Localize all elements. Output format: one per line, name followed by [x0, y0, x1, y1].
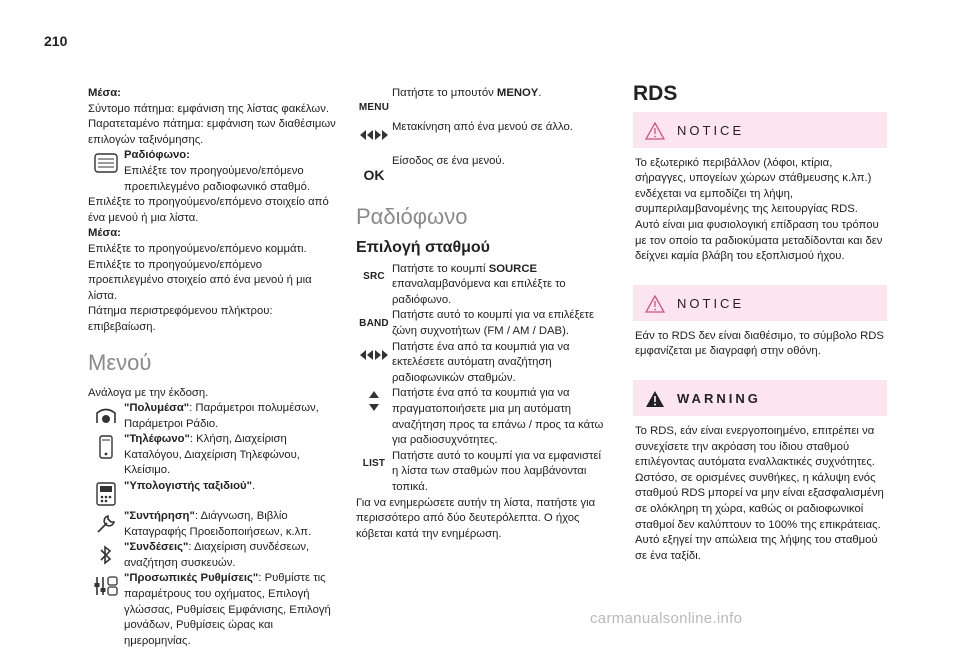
notice-heading-2: NOTICE [677, 295, 745, 311]
menu-item-phone [88, 432, 336, 479]
menu-press-pre: Πατήστε το μπουτόν [392, 87, 497, 99]
menu-item-phone-text: : Κλήση, Διαχείριση Καταλόγου, Διαχείριση Τηλεφώνου, Κλείσιμο. [124, 433, 300, 477]
notice-text-1: Το εξωτερικό περιβάλλον (λόφοι, κτίρια, σήραγγες, υπογείων χώρων στάθμευσης κ.λπ.) ενδέχεται να εμποδίζει τη λήψη, συμπεριλαμβανομένης της λειτουργίας RDS. Αυτό είναι μια φυσιολογική επίδραση του τρόπου με τον οποίο τα ραδιοκύματα μεταδίδονται και δεν δείχνει καμία βλάβη του εξοπλισμού ήχου. [633, 148, 887, 271]
radio-section-title: Ραδιόφωνο [356, 204, 468, 229]
band-row [356, 308, 608, 339]
seek-arrows-icon [356, 340, 392, 370]
ok-row [356, 154, 608, 184]
page-number: 210 [44, 33, 68, 49]
menu-item-maintenance-name: "Συντήρηση" [124, 510, 195, 523]
notice-icon [645, 122, 665, 140]
radio-line2: Επιλέξτε το προηγούμενο/επόμενο στοιχείο από ένα μενού ή μια λίστα. [88, 196, 329, 224]
ok-text: Είσοδος σε ένα μενού. [392, 155, 505, 167]
menu-item-connections-name: "Συνδέσεις" [124, 541, 189, 554]
nav-text: Μετακίνηση από ένα μενού σε άλλο. [392, 121, 573, 133]
menu-item-personal-settings [88, 571, 336, 649]
column-left [88, 86, 336, 649]
source-button-icon: SRC [363, 270, 385, 282]
left-right-arrows-icon [356, 120, 392, 150]
updown-text: Πατήστε ένα από τα κουμπιά για να πραγματοποιήσετε μια μη αυτόματη αναζήτηση προς τα επάνω / προς τα κάτω για ραδιοσυχνότητες. [392, 387, 604, 447]
rotary-control-icon [88, 148, 124, 178]
station-select-title: Επιλογή σταθμού [356, 239, 490, 256]
media-label: Μέσα: [88, 87, 121, 99]
updown-row [356, 386, 608, 448]
media-long-press: Παρατεταμένο πάτημα: εμφάνιση των διαθέσιμων επιλογών ταξινόμησης. [88, 118, 336, 146]
column-right [633, 82, 887, 584]
source-pre: Πατήστε το κουμπί [392, 262, 489, 275]
watermark: carmanualsonline.info [590, 610, 743, 627]
warning-icon [645, 390, 665, 408]
media2-line1: Επιλέξτε το προηγούμενο/επόμενο κομμάτι. [88, 242, 307, 255]
radio-row [88, 148, 336, 195]
seek-text: Πατήστε ένα από τα κουμπιά για να εκτελέσετε αυτόματη αναζήτηση ραδιοφωνικών σταθμών. [392, 340, 570, 384]
source-post: επαναλαμβανόμενα και επιλέξτε το ραδιόφωνο. [392, 278, 566, 306]
warning-heading: WARNING [677, 391, 761, 407]
list-note: Για να ενημερώσετε αυτήν τη λίστα, πατήστε για περισσότερο από δύο δευτερόλεπτα. Ο ήχος κόβεται κατά την ενημέρωση. [356, 496, 596, 540]
nav-row [356, 120, 608, 150]
notice-box-2 [633, 285, 887, 366]
menu-item-multimedia-text: : Παράμετροι πολυμέσων, Παράμετροι Ράδιο. [124, 402, 319, 430]
menu-button-icon: MENU [358, 102, 390, 114]
wrench-icon [88, 509, 124, 539]
source-bold: SOURCE [488, 262, 538, 275]
list-row [356, 449, 608, 496]
phone-icon [88, 432, 124, 462]
warning-text: Το RDS, εάν είναι ενεργοποιημένο, επιτρέπει να συνεχίσετε την ακρόαση του ίδιου σταθμού επιλέγοντας αυτόματα εναλλακτικές συχνότητες. Ωστόσο, σε ορισμένες συνθήκες, η κάλυψη ενός σταθμού RDS μπορεί να μην είναι εξασφαλισμένη σε ολόκληρη τη χώρα, καθώς οι ραδιοφωνικοί σταθμοί δεν καλύπτουν το 100% της επικράτειας. Αυτό εξηγεί την απώλεια της λήψης του σταθμού σε ένα ταξίδι. [633, 416, 887, 570]
settings-icon [88, 571, 124, 601]
menu-item-personal-name: "Προσωπικές Ρυθμίσεις" [124, 572, 259, 585]
notice-text-2: Εάν το RDS δεν είναι διαθέσιμο, το σύμβολο RDS εμφανίζεται με διαγραφή στην οθόνη. [633, 321, 887, 366]
notice-header-2 [633, 285, 887, 321]
menu-press-bold: MENOY [496, 87, 539, 99]
menu-item-connections-text: : Διαχείριση συνδέσεων, αναζήτηση συσκευών. [124, 541, 310, 569]
media2-line2: Επιλέξτε το προηγούμενο/επόμενο προεπιλεγμένο στοιχείο από ένα μενού ή μια λίστα. [88, 258, 312, 302]
media2-label: Μέσα: [88, 227, 121, 240]
warning-box [633, 380, 887, 570]
notice-heading-1: NOTICE [677, 122, 745, 138]
menu-section-title: Μενού [88, 349, 152, 375]
menu-item-phone-name: "Τηλέφωνο" [124, 433, 190, 446]
menu-item-multimedia-name: "Πολυμέσα" [124, 402, 190, 415]
up-down-arrows-icon [356, 386, 392, 416]
menu-item-personal-text: : Ρυθμίστε τις παραμέτρους του οχήματος, Επιλογή γλώσσας, Ρυθμίσεις Εμφάνισης, Επιλογή μονάδων, Ρυθμίσεις ώρας και ημερομηνίας. [124, 572, 331, 647]
trip-computer-icon [88, 479, 124, 509]
band-text: Πατήστε αυτό το κουμπί για να επιλέξετε ζώνη συχνοτήτων (FM / AM / DAB). [392, 309, 595, 337]
bluetooth-icon [88, 540, 124, 570]
notice-icon [645, 295, 665, 313]
column-middle [356, 86, 608, 542]
menu-item-trip-name: "Υπολογιστής ταξιδιού" [124, 480, 252, 493]
media2-line3: Πάτημα περιστρεφόμενου πλήκτρου: επιβεβαίωση. [88, 305, 273, 333]
media-short-press: Σύντομο πάτημα: εμφάνιση της λίστας φακέλων. [88, 102, 330, 115]
menu-press-post: . [538, 87, 542, 99]
menu-item-maintenance [88, 509, 336, 540]
notice-header-1 [633, 112, 887, 148]
source-row [356, 262, 608, 309]
warning-header [633, 380, 887, 416]
band-button-icon: BAND [359, 317, 389, 329]
multimedia-icon [88, 401, 124, 431]
rds-title: RDS [633, 82, 678, 105]
list-button-icon: LIST [362, 457, 386, 469]
list-text: Πατήστε αυτό το κουμπί για να εμφανιστεί η λίστα των σταθμών που λαμβάνονται τοπικά. [392, 449, 601, 493]
menu-item-connections [88, 540, 336, 571]
menu-button-row [356, 86, 608, 116]
radio-label: Ραδιόφωνο: [124, 149, 190, 162]
notice-box-1 [633, 112, 887, 271]
radio-line1: Επιλέξτε τον προηγούμενο/επόμενο προεπιλεγμένο ραδιοφωνικό σταθμό. [124, 164, 311, 193]
menu-intro: Ανάλογα με την έκδοση. [88, 386, 209, 399]
menu-item-trip-text: . [251, 480, 256, 493]
ok-button-icon: OK [363, 167, 385, 184]
seek-row [356, 340, 608, 387]
menu-item-trip-computer [88, 479, 336, 509]
menu-item-maintenance-text: : Διάγνωση, Βιβλίο Καταγραφής Προειδοποιήσεων, κ.λπ. [124, 510, 312, 538]
menu-item-multimedia [88, 401, 336, 432]
